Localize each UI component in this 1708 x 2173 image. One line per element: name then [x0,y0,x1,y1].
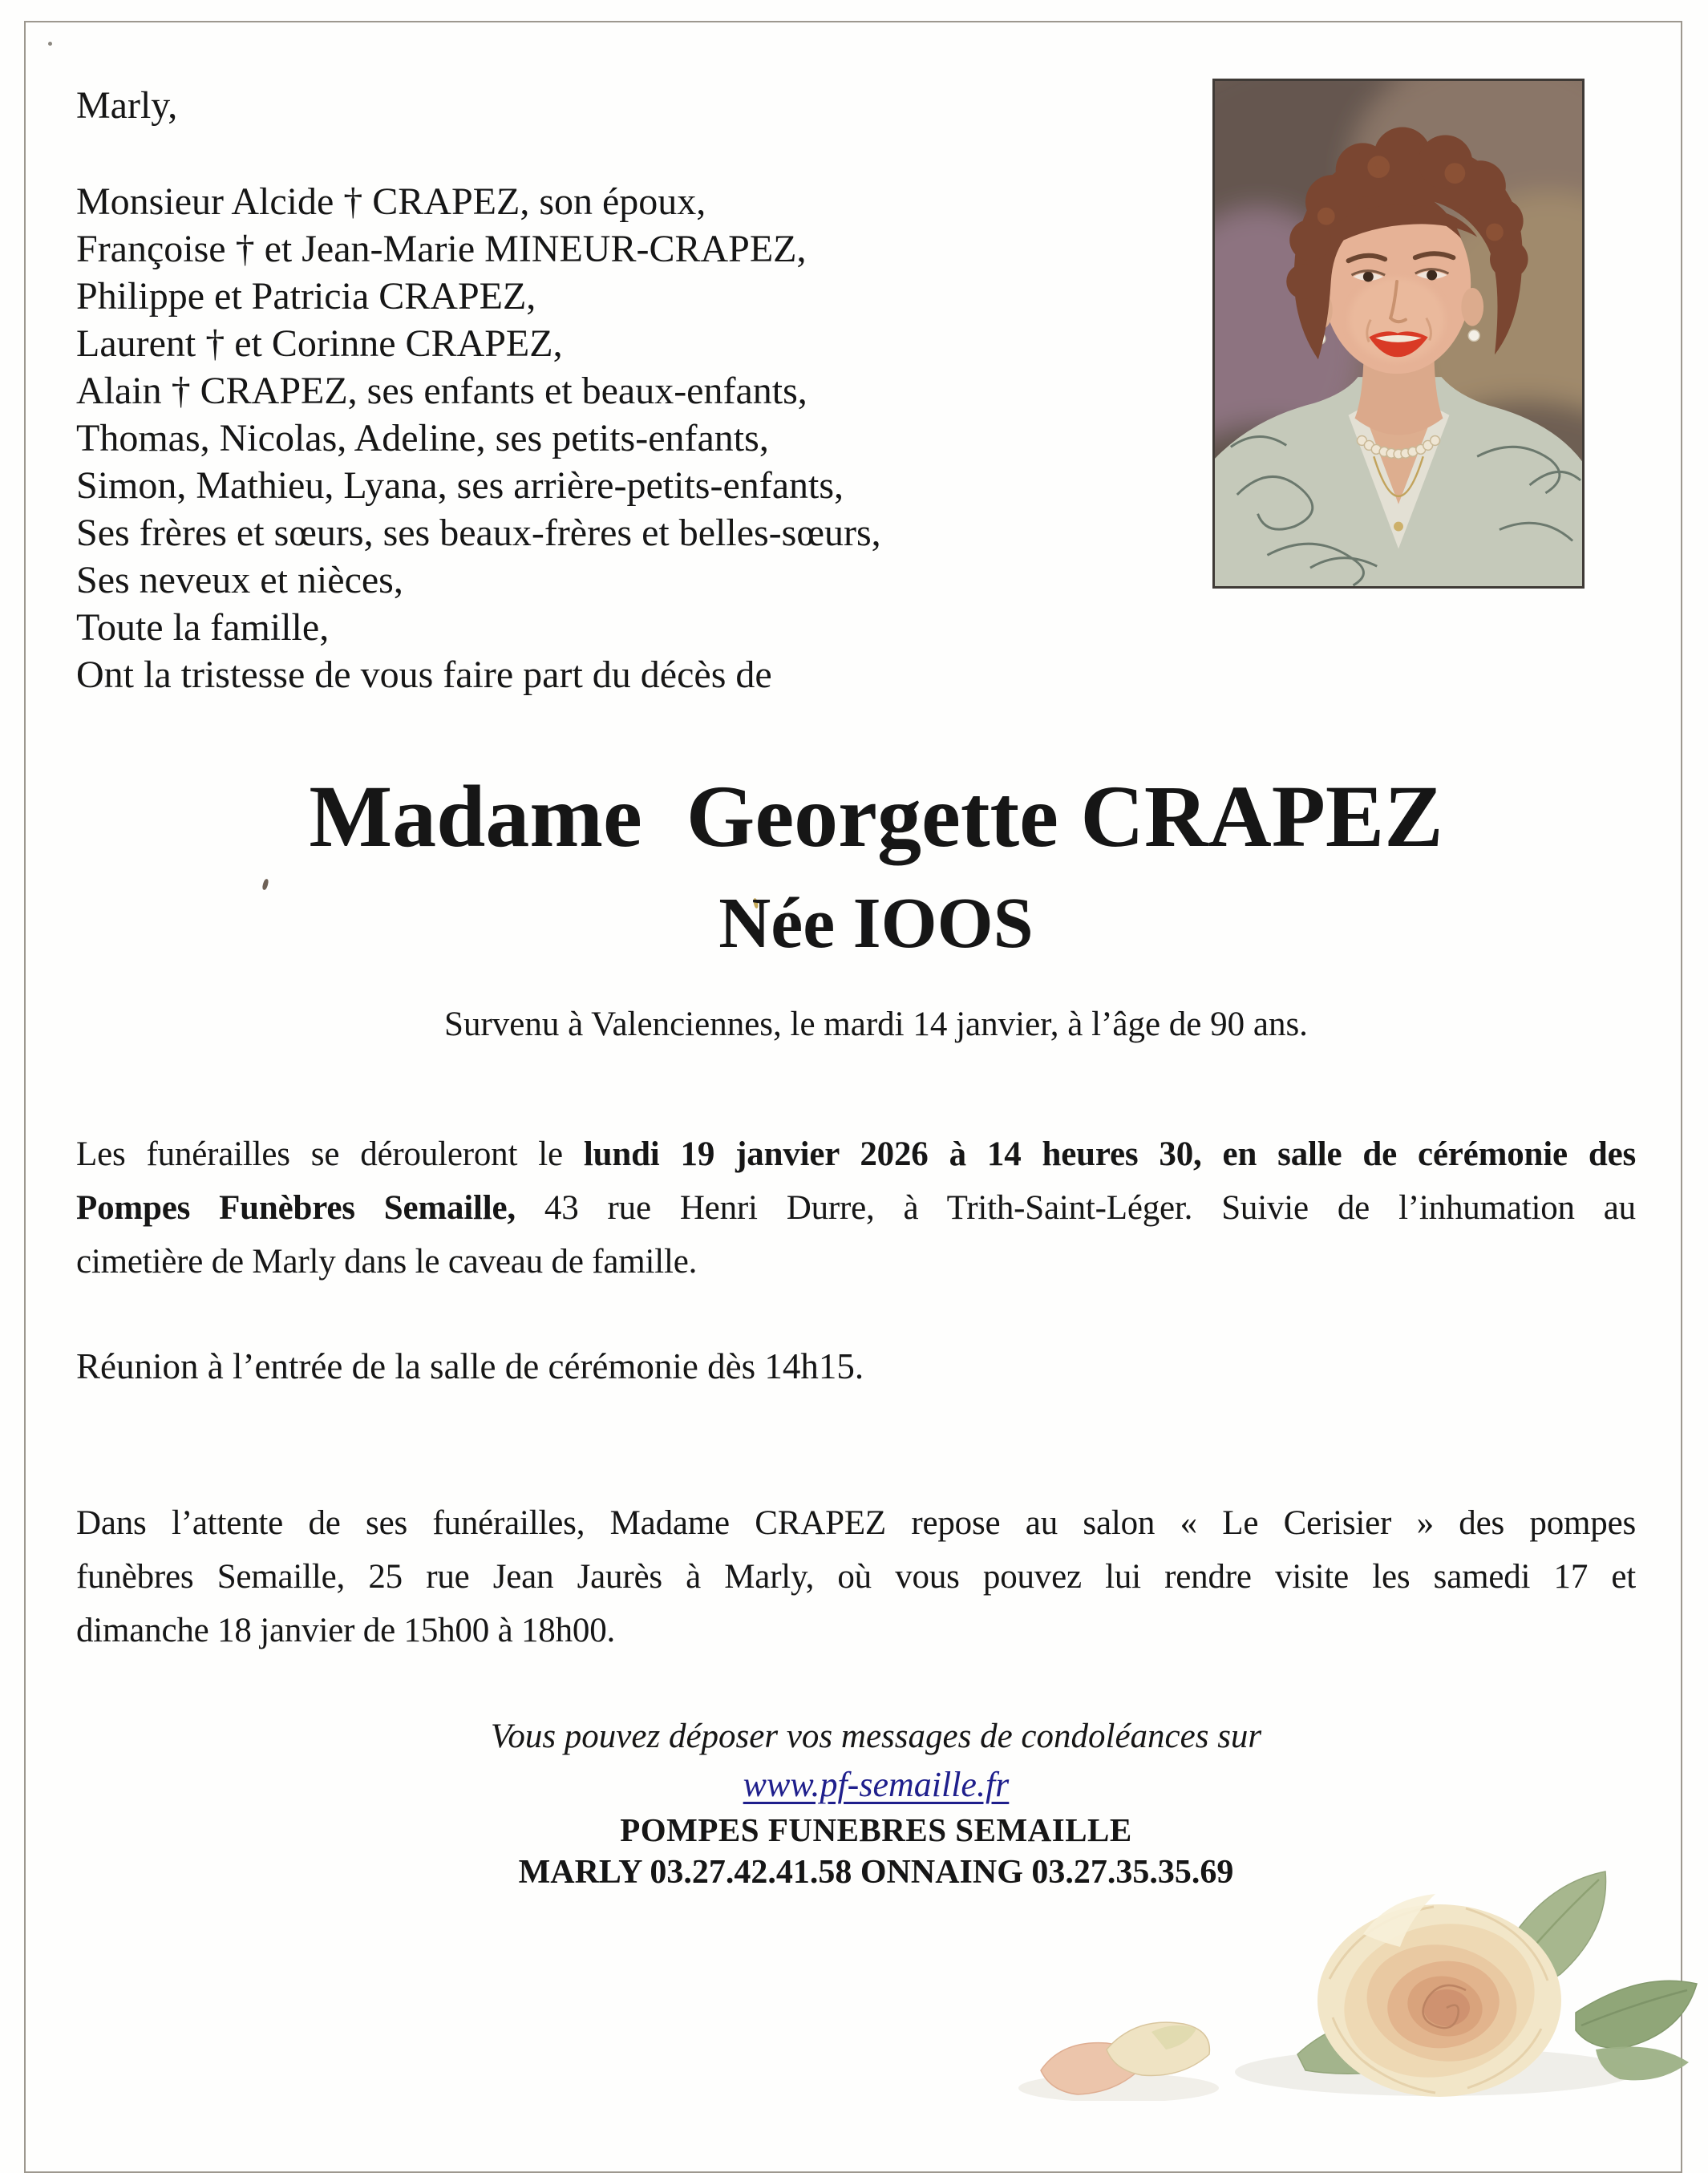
funeral-line-1-bold: lundi 19 janvier 2026 à 14 heures 30, en salle de cérémonie des [583,1135,1636,1173]
family-list [76,178,881,698]
rose-drawing [986,1860,1708,2101]
deceased-name-title: Madame Georgette CRAPEZ [309,767,1443,865]
family-line: Thomas, Nicolas, Adeline, ses petits-enfants, [76,417,769,459]
funeral-line-1 [76,1127,1636,1181]
funeral-paragraph [76,1127,1636,1289]
repose-paragraph [76,1496,1636,1657]
family-line: Laurent † et Corinne CRAPEZ, [76,322,563,365]
city-line: Marly, [76,84,178,127]
family-line: Simon, Mathieu, Lyana, ses arrière-petits-enfants, [76,464,844,507]
family-line: Ses frères et sœurs, ses beaux-frères et belles-sœurs, [76,512,881,554]
repose-line-2: funèbres Semaille, 25 rue Jean Jaurès à Marly, où vous pouvez lui rendre visite les samedi 17 et [76,1558,1636,1596]
family-line: Toute la famille, [76,606,330,649]
meeting-line: Réunion à l’entrée de la salle de cérémonie dès 14h15. [76,1346,864,1386]
family-line: Ont la tristesse de vous faire part du décès de [76,654,772,696]
family-line: Alain † CRAPEZ, ses enfants et beaux-enfants, [76,370,807,412]
portrait-illustration [1212,79,1585,589]
funeral-line-1-regular: Les funérailles se dérouleront le [76,1135,584,1173]
repose-line-3: dimanche 18 janvier de 15h00 à 18h00. [76,1612,616,1649]
maiden-name: Née IOOS [718,884,1034,963]
funeral-home-name: POMPES FUNEBRES SEMAILLE [620,1811,1132,1848]
website-link[interactable]: www.pf-semaille.fr [743,1765,1010,1804]
family-line: Monsieur Alcide † CRAPEZ, son époux, [76,180,706,223]
funeral-line-2-bold: Pompes Funèbres Semaille, [76,1189,516,1227]
death-notice-line: Survenu à Valenciennes, le mardi 14 janvier, à l’âge de 90 ans. [444,1006,1308,1043]
scan-artifact [48,42,52,46]
family-line: Françoise † et Jean-Marie MINEUR-CRAPEZ, [76,228,807,270]
funeral-line-2 [76,1181,1636,1235]
funeral-line-3: cimetière de Marly dans le caveau de famille. [76,1243,698,1281]
rose-illustration [986,1860,1708,2101]
condolences-line: Vous pouvez déposer vos messages de condoléances sur [490,1718,1262,1755]
deceased-portrait-photo [1212,79,1585,589]
funeral-home-phones: MARLY 03.27.42.41.58 ONNAING 03.27.35.35.69 [518,1854,1234,1891]
repose-line-1: Dans l’attente de ses funérailles, Madame CRAPEZ repose au salon « Le Cerisier » des pompes [76,1504,1636,1542]
family-line: Ses neveux et nièces, [76,559,403,601]
family-line: Philippe et Patricia CRAPEZ, [76,275,536,318]
website-line [44,1764,1708,1807]
funeral-line-2-regular: 43 rue Henri Durre, à Trith-Saint-Léger. Suivie de l’inhumation au [515,1189,1636,1227]
